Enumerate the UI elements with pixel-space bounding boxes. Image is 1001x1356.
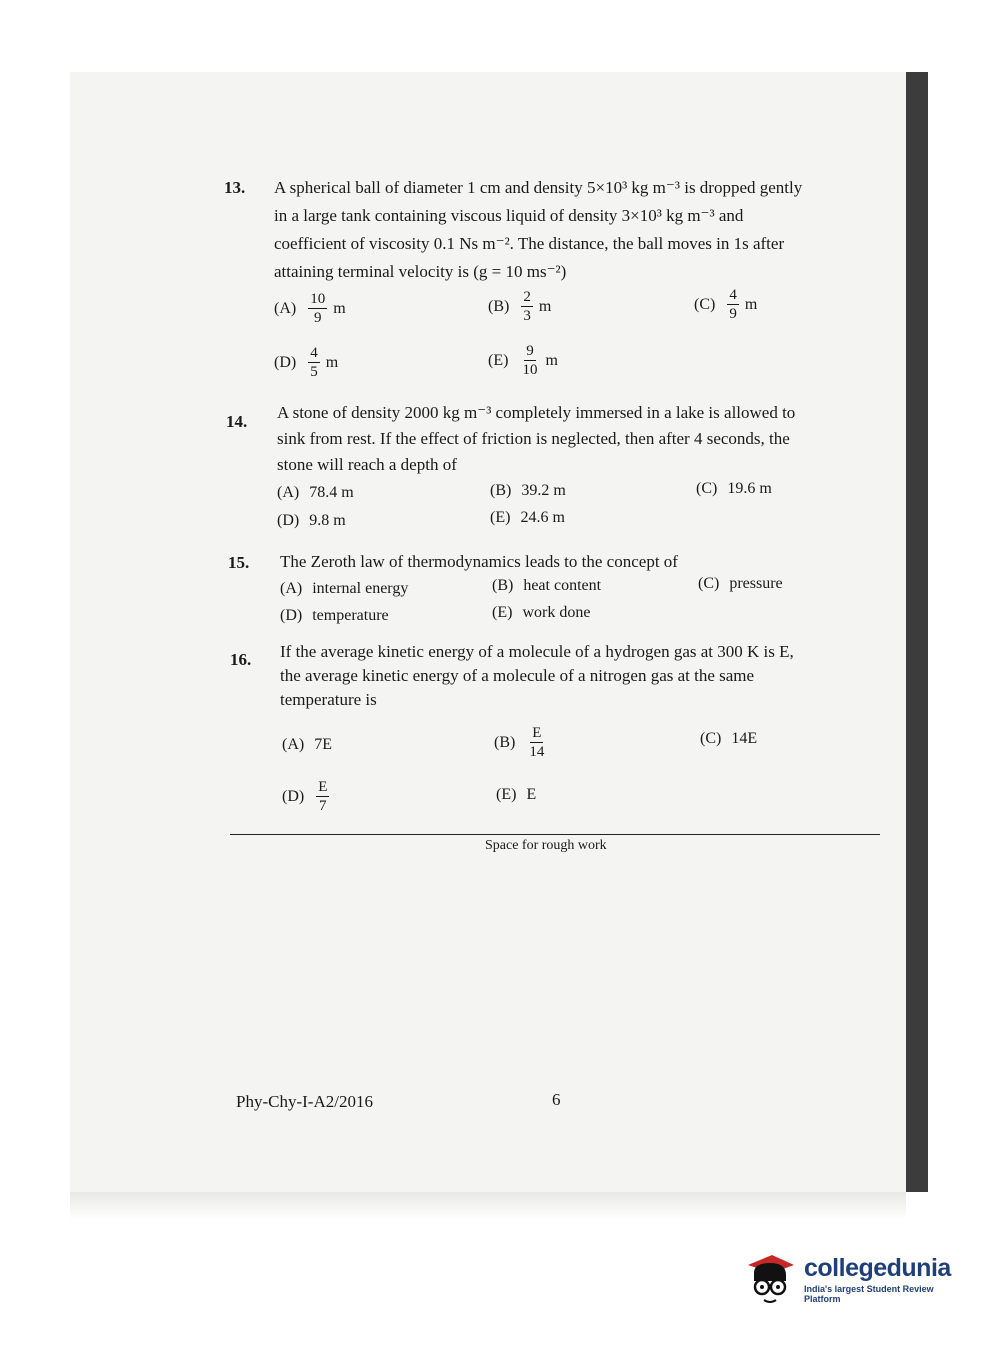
fraction: $\frac{E}{14}$ [529,725,545,760]
option-a[interactable]: (A) internal energy [280,580,409,597]
question-line: sink from rest. If the effect of friction is neglected, then after 4 seconds, the [277,429,790,448]
fraction: $\frac{4}{5}$ [310,345,318,380]
option-b[interactable]: (B) 39.2 m [490,482,566,499]
option-c[interactable]: (C) $\frac{4}{9}$ m [694,287,758,322]
collegedunia-logo[interactable] [742,1248,972,1310]
option-a[interactable]: (A) 7E [282,736,332,753]
fraction: $\frac{2}{3}$ [523,289,531,324]
question-text [280,640,874,712]
option-d[interactable]: (D) temperature [280,607,389,624]
rough-work-divider [230,834,880,835]
option-b[interactable]: (B) $\frac{E}{14}$ [494,725,545,760]
option-b[interactable]: (B) heat content [492,577,602,594]
question-line: attaining terminal velocity is (g = 10 ms⁻²) [274,262,567,281]
question-line: If the average kinetic energy of a molecule of a hydrogen gas at 300 K is E, [280,642,794,661]
question-line: coefficient of viscosity 0.1 Ns m⁻². The distance, the ball moves in 1s after [274,234,785,253]
fraction: $\frac{E}{7}$ [318,779,328,814]
question-line: A stone of density 2000 kg m⁻³ completely immersed in a lake is allowed to [277,403,796,422]
rough-work-label: Space for rough work [485,838,607,853]
brand-tagline: India's largest Student Review Platform [804,1284,934,1304]
exam-page [70,72,928,1192]
question-line: the average kinetic energy of a molecule of a nitrogen gas at the same [280,666,755,685]
question-line: The Zeroth law of thermodynamics leads to the concept of [280,552,678,571]
fraction: $\frac{9}{10}$ [522,343,538,378]
question-line: in a large tank containing viscous liquid of density 3×10³ kg m⁻³ and [274,206,744,225]
paper-code: Phy-Chy-I-A2/2016 [236,1092,373,1111]
question-number: 16. [230,650,252,669]
option-d[interactable]: (D) $\frac{4}{5}$ m [274,345,339,380]
option-a[interactable]: (A) 78.4 m [277,484,354,501]
option-d[interactable]: (D) 9.8 m [277,512,346,529]
option-e[interactable]: (E) E [496,786,537,803]
brand-name: collegedunia [804,1254,951,1282]
question-line: temperature is [280,690,377,709]
question-number: 13. [224,178,246,197]
question-text [277,400,871,478]
page-number: 6 [552,1090,561,1109]
fraction: $\frac{10}{9}$ [310,291,326,326]
logo-text [804,1254,972,1304]
option-c[interactable]: (C) 19.6 m [696,480,772,497]
option-b[interactable]: (B) $\frac{2}{3}$ m [488,289,552,324]
option-c[interactable]: (C) pressure [698,575,783,592]
question-line: A spherical ball of diameter 1 cm and density 5×10³ kg m⁻³ is dropped gently [274,178,803,197]
question-text [274,174,870,286]
option-e[interactable]: (E) work done [492,604,591,621]
option-e[interactable]: (E) 24.6 m [490,509,565,526]
option-d[interactable]: (D) $\frac{E}{7}$ [282,779,328,814]
question-number: 14. [226,412,248,431]
option-c[interactable]: (C) 14E [700,730,758,747]
option-e[interactable]: (E) $\frac{9}{10}$ m [488,343,558,378]
question-number: 15. [228,553,250,572]
question-line: stone will reach a depth of [277,455,457,474]
question-text [280,548,870,576]
mascot-icon [742,1251,798,1307]
option-a[interactable]: (A) $\frac{10}{9}$ m [274,291,346,326]
fraction: $\frac{4}{9}$ [729,287,737,322]
